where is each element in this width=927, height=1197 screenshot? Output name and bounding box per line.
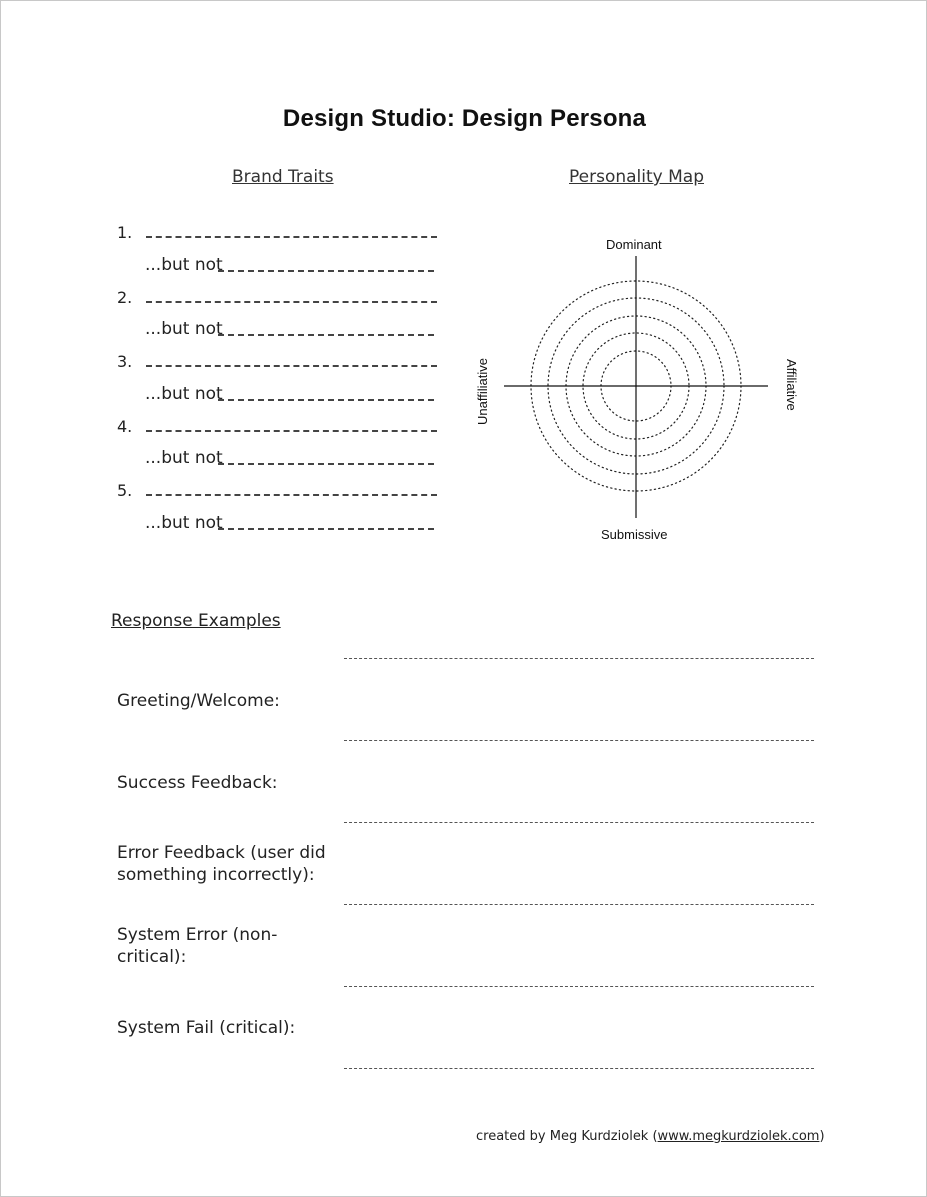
but-not-label: ...but not bbox=[145, 255, 223, 275]
response-blank-line[interactable] bbox=[344, 986, 814, 987]
but-not-blank-line[interactable] bbox=[218, 528, 434, 530]
trait-blank-line[interactable] bbox=[146, 236, 437, 238]
but-not-blank-line[interactable] bbox=[218, 270, 434, 272]
trait-blank-line[interactable] bbox=[146, 494, 437, 496]
response-blank-line[interactable] bbox=[344, 822, 814, 823]
trait-number: 5. bbox=[117, 481, 133, 500]
credit-line bbox=[476, 1129, 825, 1144]
response-blank-line[interactable] bbox=[344, 658, 814, 659]
trait-number: 3. bbox=[117, 352, 133, 371]
response-blank-line[interactable] bbox=[344, 740, 814, 741]
response-label-system-error: System Error (non-critical): bbox=[117, 925, 278, 967]
map-label-affiliative: Affiliative bbox=[784, 359, 799, 411]
response-label-greeting: Greeting/Welcome: bbox=[117, 691, 280, 711]
trait-blank-line[interactable] bbox=[146, 430, 437, 432]
personality-map-heading: Personality Map bbox=[569, 167, 704, 187]
response-label-success: Success Feedback: bbox=[117, 773, 278, 793]
but-not-label: ...but not bbox=[145, 384, 223, 404]
but-not-label: ...but not bbox=[145, 513, 223, 533]
credit-close: ) bbox=[819, 1129, 825, 1144]
response-blank-line[interactable] bbox=[344, 1068, 814, 1069]
trait-blank-line[interactable] bbox=[146, 365, 437, 367]
personality-map-diagram[interactable] bbox=[501, 251, 773, 523]
credit-link[interactable]: www.megkurdziolek.com bbox=[657, 1129, 820, 1144]
page-title: Design Studio: Design Persona bbox=[282, 105, 647, 132]
map-label-dominant: Dominant bbox=[606, 237, 662, 252]
but-not-label: ...but not bbox=[145, 448, 223, 468]
trait-number: 1. bbox=[117, 223, 133, 242]
brand-traits-heading: Brand Traits bbox=[232, 167, 334, 187]
credit-text: created by Meg Kurdziolek ( bbox=[476, 1129, 658, 1144]
but-not-blank-line[interactable] bbox=[218, 463, 434, 465]
map-label-submissive: Submissive bbox=[601, 527, 668, 542]
but-not-label: ...but not bbox=[145, 319, 223, 339]
trait-blank-line[interactable] bbox=[146, 301, 437, 303]
map-label-unaffiliative: Unaffiliative bbox=[475, 358, 490, 425]
response-label-error-feedback: Error Feedback (user did something incorrectly): bbox=[117, 843, 326, 885]
response-label-system-fail: System Fail (critical): bbox=[117, 1018, 296, 1038]
trait-number: 4. bbox=[117, 417, 133, 436]
response-examples-heading: Response Examples bbox=[111, 611, 281, 631]
trait-number: 2. bbox=[117, 288, 133, 307]
but-not-blank-line[interactable] bbox=[218, 334, 434, 336]
response-blank-line[interactable] bbox=[344, 904, 814, 905]
but-not-blank-line[interactable] bbox=[218, 399, 434, 401]
